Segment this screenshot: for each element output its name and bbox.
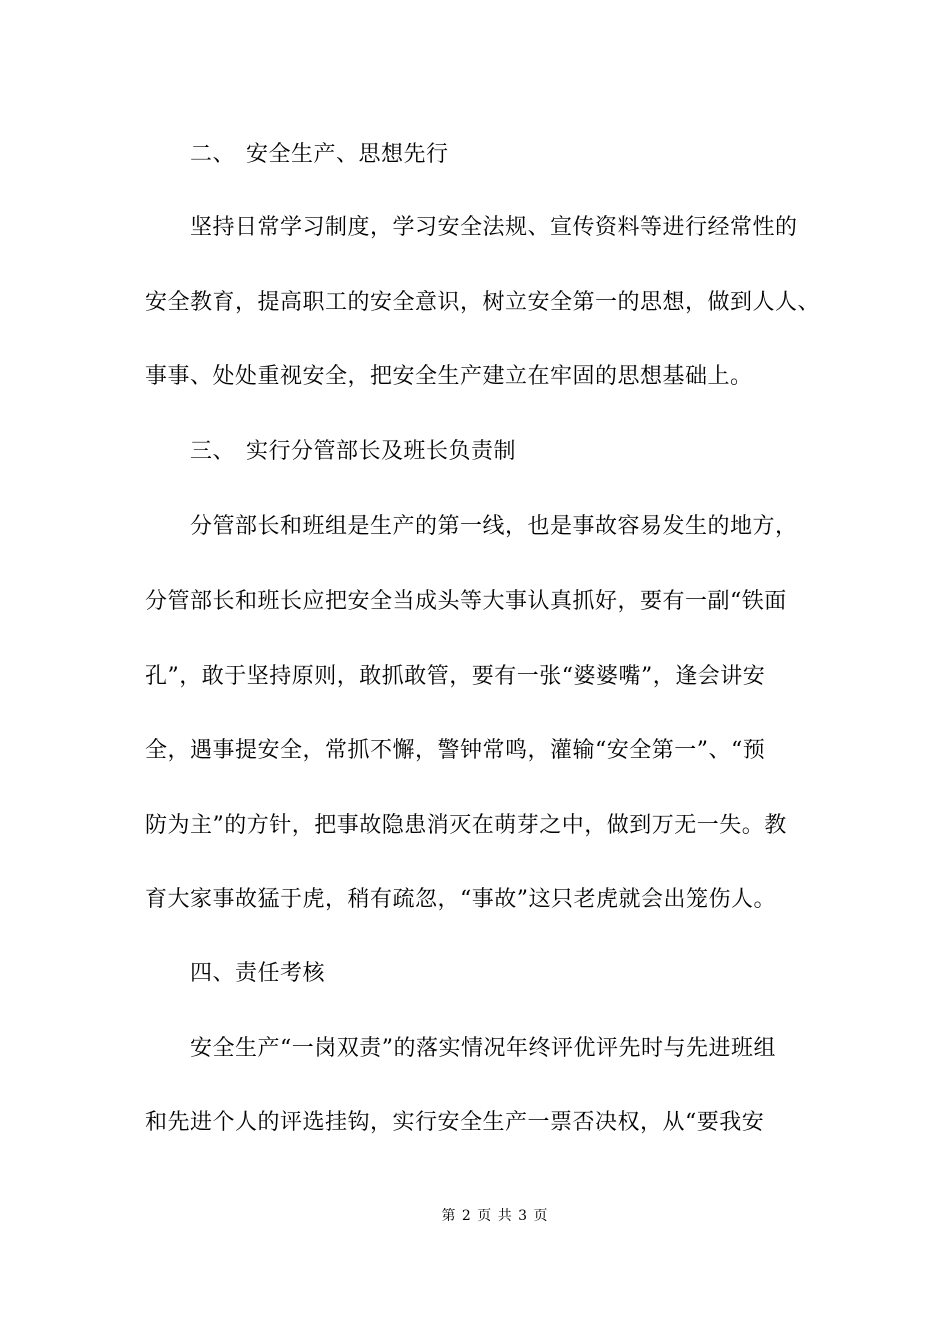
paragraph-line: 防为主”的方针，把事故隐患消灭在萌芽之中，做到万无一失。教 — [145, 813, 787, 838]
section-number: 三、 — [190, 439, 236, 464]
section-heading-3 — [190, 437, 880, 467]
paragraph-line: 分管部长和班长应把安全当成头等大事认真抓好，要有一副“铁面 — [145, 589, 787, 614]
paragraph-line: 安全教育，提高职工的安全意识，树立安全第一的思想，做到人人、 — [145, 290, 821, 315]
section-title: 安全生产、思想先行 — [246, 142, 449, 167]
section-number: 二、 — [190, 142, 236, 167]
section-heading-4: 四、责任考核 — [190, 961, 326, 986]
section-heading-2 — [190, 140, 880, 170]
page-footer: 第 2 页 共 3 页 — [441, 1208, 549, 1224]
section-title: 实行分管部长及班长负责制 — [246, 439, 517, 464]
paragraph-line: 坚持日常学习制度，学习安全法规、宣传资料等进行经常性的 — [190, 215, 798, 240]
paragraph-line: 孔”，敢于坚持原则，敢抓敢管，要有一张“婆婆嘴”，逢会讲安 — [145, 664, 766, 689]
paragraph-line: 分管部长和班组是生产的第一线，也是事故容易发生的地方， — [190, 514, 798, 539]
paragraph-line: 和先进个人的评选挂钩，实行安全生产一票否决权，从“要我安 — [145, 1110, 765, 1135]
paragraph-line: 事事、处处重视安全，把安全生产建立在牢固的思想基础上。 — [145, 364, 753, 389]
paragraph-line: 安全生产“一岗双责”的落实情况年终评优评先时与先进班组 — [190, 1036, 776, 1061]
paragraph-line: 育大家事故猛于虎，稍有疏忽，“事故”这只老虎就会出笼伤人。 — [145, 887, 776, 912]
paragraph-line: 全，遇事提安全，常抓不懈，警钟常鸣，灌输“安全第一”、“预 — [145, 738, 766, 763]
